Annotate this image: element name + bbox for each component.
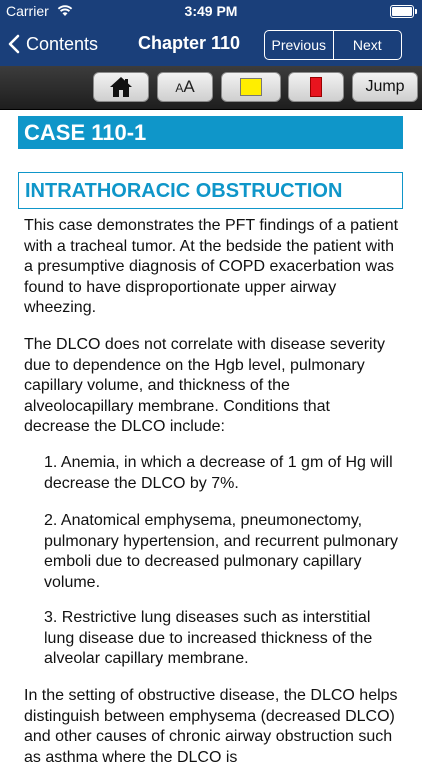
- jump-button[interactable]: Jump: [352, 72, 418, 102]
- next-button[interactable]: Next: [333, 31, 402, 59]
- reader-toolbar: [0, 66, 422, 110]
- font-size-button[interactable]: [157, 72, 213, 102]
- case-heading: CASE 110-1: [18, 116, 403, 149]
- carrier-label: Carrier: [6, 3, 49, 19]
- paragraph: In the setting of obstructive disease, the DLCO helps distinguish between emphysema (decreased DLCO) and other causes of chronic airway obstruction such as asthma where the DLCO is: [24, 687, 398, 766]
- chapter-content[interactable]: [0, 110, 422, 766]
- list-item: 2. Anatomical emphysema, pneumonectomy, pulmonary hypertension, and recurrent pulmonary emboli due to decreased pulmonary capillary volume.: [44, 512, 398, 591]
- list-item: 3. Restrictive lung diseases such as interstitial lung disease due to increased thickness of the alveolar capillary membrane.: [44, 609, 373, 667]
- back-button[interactable]: [8, 30, 98, 58]
- section-heading: INTRATHORACIC OBSTRUCTION: [18, 172, 403, 209]
- status-bar: [0, 0, 422, 22]
- chevron-left-icon: [8, 34, 20, 54]
- font-size-icon: AA: [175, 77, 195, 96]
- battery-icon: [390, 5, 414, 18]
- highlight-icon: [240, 78, 262, 96]
- chapter-title: Chapter 110: [138, 33, 241, 53]
- bookmark-button[interactable]: [288, 72, 344, 102]
- back-label: Contents: [26, 33, 99, 54]
- clock: 3:49 PM: [184, 3, 238, 19]
- paragraph: This case demonstrates the PFT findings of a patient with a tracheal tumor. At the bedside the patient with a presumptive diagnosis of COPD exacerbation was found to have disproportionate upper airway wheezing.: [24, 217, 399, 316]
- previous-button[interactable]: Previous: [271, 37, 326, 53]
- home-button[interactable]: [93, 72, 149, 102]
- top-bar: [0, 0, 422, 66]
- home-icon: [109, 76, 133, 98]
- bookmark-icon: [310, 77, 322, 97]
- navigation-bar: [0, 22, 422, 66]
- list-item: 1. Anemia, in which a decrease of 1 gm of Hg will decrease the DLCO by 7%.: [44, 454, 393, 492]
- page-segmented-control: [264, 30, 402, 60]
- paragraph: The DLCO does not correlate with disease severity due to dependence on the Hgb level, pulmonary capillary volume, and thickness of the alveolocapillary membrane. Conditions that decrease the DLCO include:: [24, 336, 386, 435]
- highlight-button[interactable]: [221, 72, 281, 102]
